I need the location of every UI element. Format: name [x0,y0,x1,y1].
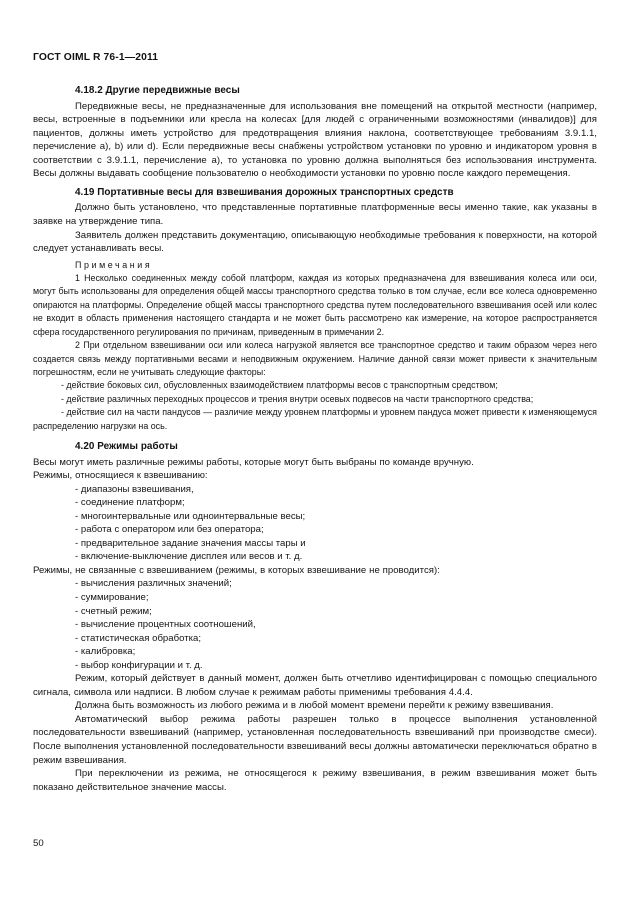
paragraph-4-20-7: При переключении из режима, не относящегося к режиму взвешивания, в режим взвешивания может быть показано действительное значение массы. [33,768,597,793]
heading-4-18-2: 4.18.2 Другие передвижные весы [75,85,240,96]
note-2-item-3: - действие сил на части пандусов — различие между уровнем платформы и уровнем пандуса может привести к изменяющемуся распределению нагрузки на ось. [33,407,597,431]
nonweighing-modes-list [33,577,597,672]
paragraph-4-18-2: Передвижные весы, не предназначенные для использования вне помещений на открытой местности (например, весы, встроенные в подъемники или кресла на колесах [для людей с ограниченными возможностями (инвалидов)] для пациентов, должны иметь устройство для предотвращения влияния наклона, соответствующее требованиям 3.9.1.1, перечисление a), b) или d). Если передвижные весы снабжены устройством установки по уровню и индикатором уровня в соответствии с 3.9.1.1, перечисление a), то установка по уровню должна выполняться без использования инструмента. Весы должны выдавать сообщение пользователю о необходимости установки по уровню после каждого перемещения. [33,100,597,180]
page-body [33,84,597,794]
list-item: - статистическая обработка; [75,632,202,644]
paragraph-4-20-5: Должна быть возможность из любого режима и в любой момент времени перейти к режиму взвешивания. [75,700,554,712]
paragraph-4-19-1: Должно быть установлено, что представленные портативные платформенные весы именно такие, как указаны в заявке на утверждение типа. [33,202,597,228]
note-2-item-1: - действие боковых сил, обусловленных взаимодействием платформы весов с транспортным средством; [61,380,498,391]
note-2-item-2: - действие различных переходных процессов и трения внутри осевых подвесов на части транспортного средства; [61,393,534,404]
list-item: - счетный режим; [75,605,152,617]
list-item: - многоинтервальные или одноинтервальные весы; [75,510,306,522]
list-item: - вычисление процентных соотношений, [75,619,256,631]
paragraph-4-20-1: Весы могут иметь различные режимы работы, которые могут быть выбраны по команде вручную. [33,456,474,468]
page-number: 50 [33,838,44,849]
list-item: - суммирование; [75,592,149,603]
heading-4-19: 4.19 Портативные весы для взвешивания дорожных транспортных средств [75,186,454,198]
list-item: - включение-выключение дисплея или весов и т. д. [75,551,303,563]
list-item: - соединение платформ; [75,497,185,509]
note-1: 1 Несколько соединенных между собой платформ, каждая из которых предназначена для взвешивания колеса или оси, могут быть использованы для определения общей массы транспортного средства только в том случае, если все колеса одновременно опираются на платформы. Определение общей массы транспортного средства путем последовательного взвешивания осей или колес не входит в область применения настоящего стандарта и не может быть рассмотрено как измерение, на которое распространяется сфера государственного регулирования по причинам, приведенным в примечании 2. [33,273,597,337]
list-item: - вычисления различных значений; [75,578,232,590]
paragraph-4-20-4: Режим, который действует в данный момент, должен быть отчетливо идентифицирован с помощью специального сигнала, символа или надписи. В любом случае к режимам работы применимы требования 4.4.4. [33,673,597,698]
list-item: - калибровка; [75,646,136,658]
running-head: ГОСТ OIML R 76-1—2011 [33,52,159,63]
paragraph-4-20-6: Автоматический выбор режима работы разрешен только в процессе выполнения установленной последовательности взвешиваний (например, установленная последовательность взвешиваний при производстве смеси). После выполнения установленной последовательности взвешиваний весы должны автоматически переключаться обратно в режим взвешивания. [33,713,597,766]
list-item: - предварительное задание значения массы тары и [75,537,306,549]
list-item: - работа с оператором или без оператора; [75,524,264,536]
list-item: - диапазоны взвешивания, [75,483,194,495]
paragraph-4-19-2: Заявитель должен представить документацию, описывающую необходимые требования к поверхности, на которой следует устанавливать весы. [33,229,597,255]
heading-4-20: 4.20 Режимы работы [75,440,178,452]
note-2: 2 При отдельном взвешивании оси или колеса нагрузкой является все транспортное средство и таким образом через него создается связь между портативными весами и неподвижным окружением. Наличие данной связи может привести к значительным погрешностям, если не учитывать следующие факторы: [33,340,597,377]
paragraph-4-20-3: Режимы, не связанные с взвешиванием (режимы, в которых взвешивание не проводится): [33,564,440,576]
weighing-modes-list [33,483,597,564]
list-item: - выбор конфигурации и т. д. [75,659,203,671]
paragraph-4-20-2: Режимы, относящиеся к взвешиванию: [33,470,208,482]
notes-title: Примечания [75,259,153,270]
